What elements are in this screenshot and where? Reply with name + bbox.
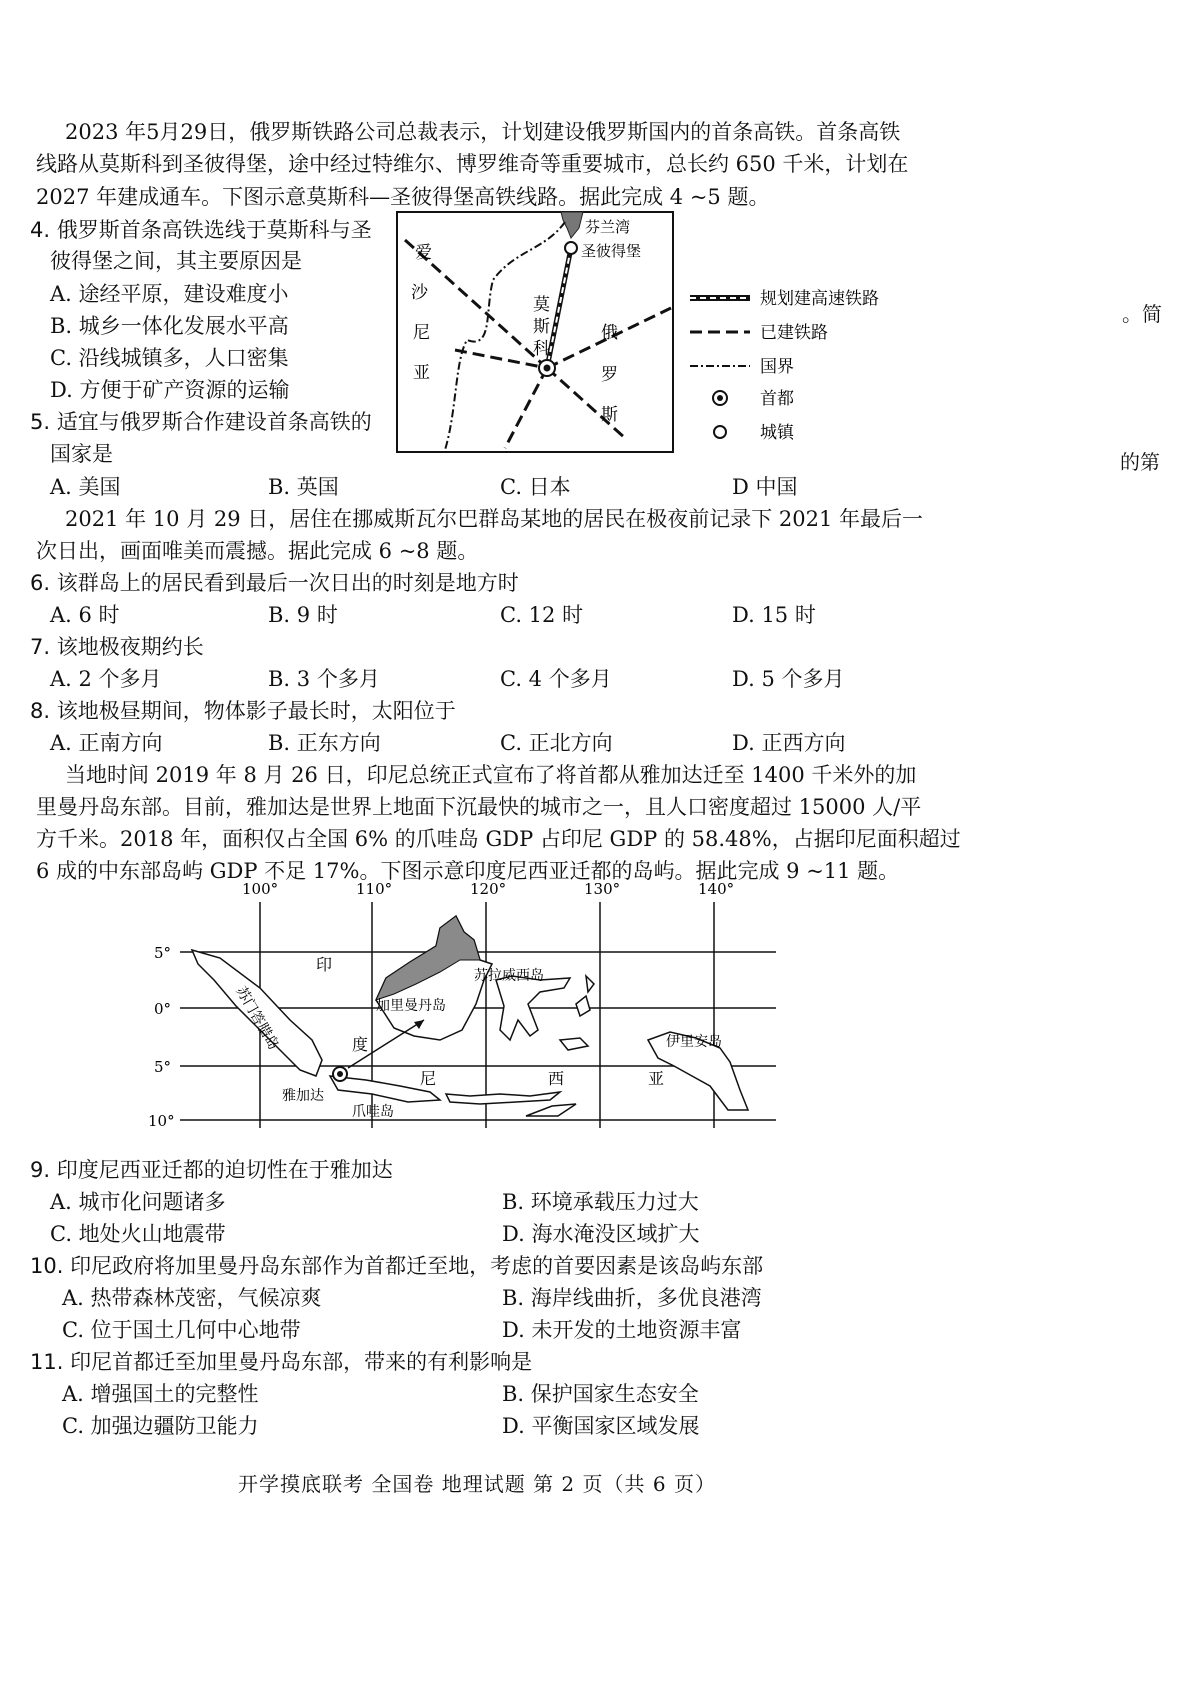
label-sumatra: 苏门答腊岛 — [232, 984, 282, 1053]
legend-existing-rail: 已建铁路 — [760, 323, 828, 343]
q8-option-b: B. 正东方向 — [268, 731, 381, 755]
q8-option-a: A. 正南方向 — [50, 731, 163, 755]
passage3-line-3: 方千米。2018 年，面积仅占全国 6% 的爪哇岛 GDP 占印尼 GDP 的 58.48%，占据印尼面积超过 — [36, 827, 961, 851]
q8-stem: 8. 该地极昼期间，物体影子最长时，太阳位于 — [30, 699, 456, 723]
label-russia-1: 俄 — [601, 323, 618, 343]
q11-stem: 11. 印尼首都迁至加里曼丹岛东部，带来的有利影响是 — [30, 1350, 533, 1374]
label-kalimantan: 加里曼丹岛 — [376, 998, 446, 1014]
q4-stem-2: 彼得堡之间，其主要原因是 — [50, 249, 302, 273]
q6-option-a: A. 6 时 — [50, 603, 120, 627]
q5-option-a: A. 美国 — [50, 475, 121, 499]
indonesia-map — [140, 880, 800, 1130]
label-moscow-1: 莫 — [533, 295, 550, 315]
passage1-line-2: 线路从莫斯科到圣彼得堡，途中经过特维尔、博罗维奇等重要城市，总长约 650 千米，计划在 — [36, 152, 909, 176]
q10-option-b: B. 海岸线曲折，多优良港湾 — [502, 1286, 762, 1310]
railway-map — [395, 210, 695, 455]
q11-option-c: C. 加强边疆防卫能力 — [62, 1414, 259, 1438]
legend-capital: 首都 — [760, 389, 794, 409]
passage3-line-4: 6 成的中东部岛屿 GDP 不足 17%。下图示意印度尼西亚迁都的岛屿。据此完成 9 ~11 题。 — [36, 859, 900, 883]
label-russia-2: 罗 — [601, 365, 618, 385]
legend-planned-rail: 规划建高速铁路 — [760, 289, 879, 309]
gulf-shape — [561, 212, 583, 238]
q9-option-c: C. 地处火山地震带 — [50, 1222, 226, 1246]
label-country-3: 尼 — [420, 1069, 437, 1088]
timor-shape — [526, 1104, 576, 1116]
lat-0: 0° — [154, 1000, 172, 1018]
q5-stem-2: 国家是 — [50, 442, 113, 466]
q10-option-c: C. 位于国土几何中心地带 — [62, 1318, 301, 1342]
label-russia-3: 斯 — [601, 405, 618, 425]
q7-option-c: C. 4 个多月 — [500, 667, 612, 691]
lon-110: 110° — [356, 880, 393, 898]
label-gulf: 芬兰湾 — [585, 218, 631, 236]
q7-option-d: D. 5 个多月 — [732, 667, 845, 691]
q4-option-a: A. 途经平原，建设难度小 — [50, 282, 289, 306]
q4-option-b: B. 城乡一体化发展水平高 — [50, 314, 289, 338]
label-stpetersburg: 圣彼得堡 — [581, 242, 642, 260]
lat-5n: 5° — [154, 944, 172, 962]
q7-option-a: A. 2 个多月 — [50, 667, 162, 691]
label-country-1: 印 — [316, 955, 333, 974]
q4-option-d: D. 方便于矿产资源的运输 — [50, 378, 290, 402]
lesser-sunda-shape — [446, 1092, 560, 1104]
lon-120: 120° — [470, 880, 507, 898]
lon-140: 140° — [698, 880, 735, 898]
q11-option-b: B. 保护国家生态安全 — [502, 1382, 699, 1406]
passage2-line-1: 2021 年 10 月 29 日，居住在挪威斯瓦尔巴群岛某地的居民在极夜前记录下 2021 年最后一 — [65, 507, 924, 531]
q5-option-b: B. 英国 — [268, 475, 339, 499]
label-moscow-3: 科 — [533, 339, 550, 359]
passage1-line-3: 2027 年建成通车。下图示意莫斯科—圣彼得堡高铁线路。据此完成 4 ~5 题。 — [36, 185, 770, 209]
label-irian: 伊里安岛 — [666, 1034, 722, 1050]
q4-option-c: C. 沿线城镇多，人口密集 — [50, 346, 289, 370]
label-java: 爪哇岛 — [352, 1104, 394, 1120]
q9-stem: 9. 印度尼西亚迁都的迫切性在于雅加达 — [30, 1158, 393, 1182]
label-jakarta: 雅加达 — [282, 1088, 324, 1104]
edge-fragment-2: 的第 — [1120, 450, 1160, 474]
label-country-5: 亚 — [648, 1069, 665, 1088]
q9-option-b: B. 环境承载压力过大 — [502, 1190, 699, 1214]
stpetersburg-town-icon — [565, 242, 577, 254]
q4-stem-1: 4. 俄罗斯首条高铁选线于莫斯科与圣 — [30, 218, 372, 242]
rail-south — [505, 368, 547, 448]
q5-option-c: C. 日本 — [500, 475, 571, 499]
label-estonia-1: 爱 — [415, 243, 432, 263]
q10-option-a: A. 热带森林茂密，气候凉爽 — [62, 1286, 322, 1310]
edge-fragment-1: 。简 — [1122, 302, 1162, 326]
lat-10s: 10° — [148, 1112, 175, 1130]
lon-130: 130° — [584, 880, 621, 898]
label-sulawesi: 苏拉威西岛 — [474, 968, 544, 984]
q7-stem: 7. 该地极夜期约长 — [30, 635, 204, 659]
q9-option-d: D. 海水淹没区域扩大 — [502, 1222, 700, 1246]
q6-stem: 6. 该群岛上的居民看到最后一次日出的时刻是地方时 — [30, 571, 519, 595]
q6-option-b: B. 9 时 — [268, 603, 338, 627]
q10-option-d: D. 未开发的土地资源丰富 — [502, 1318, 742, 1342]
q6-option-d: D. 15 时 — [732, 603, 816, 627]
legend-town: 城镇 — [760, 423, 794, 443]
passage2-line-2: 次日出，画面唯美而震撼。据此完成 6 ~8 题。 — [36, 539, 479, 563]
q5-option-d: D 中国 — [732, 475, 798, 499]
label-estonia-2: 沙 — [411, 283, 428, 303]
town-icon — [714, 426, 726, 438]
q8-option-c: C. 正北方向 — [500, 731, 613, 755]
label-moscow-2: 斯 — [533, 317, 550, 337]
q9-option-a: A. 城市化问题诸多 — [50, 1190, 226, 1214]
map-legend — [688, 286, 918, 451]
q7-option-b: B. 3 个多月 — [268, 667, 380, 691]
passage1-line-1: 2023 年5月29日，俄罗斯铁路公司总裁表示，计划建设俄罗斯国内的首条高铁。首条高铁 — [65, 120, 901, 144]
q8-option-d: D. 正西方向 — [732, 731, 846, 755]
label-country-2: 度 — [352, 1035, 369, 1054]
lon-100: 100° — [242, 880, 279, 898]
passage3-line-1: 当地时间 2019 年 8 月 26 日，印尼总统正式宣布了将首都从雅加达迁至 1400 千米外的加 — [65, 763, 917, 787]
label-country-4: 西 — [548, 1069, 565, 1088]
label-estonia-3: 尼 — [413, 323, 430, 343]
label-estonia-4: 亚 — [413, 363, 430, 383]
q5-stem-1: 5. 适宜与俄罗斯合作建设首条高铁的 — [30, 410, 372, 434]
passage3-line-2: 里曼丹岛东部。目前，雅加达是世界上地面下沉最快的城市之一，且人口密度超过 15000 人/平 — [36, 795, 922, 819]
legend-border: 国界 — [760, 357, 794, 377]
q11-option-a: A. 增强国土的完整性 — [62, 1382, 259, 1406]
q11-option-d: D. 平衡国家区域发展 — [502, 1414, 700, 1438]
q6-option-c: C. 12 时 — [500, 603, 584, 627]
lat-5s: 5° — [154, 1058, 172, 1076]
page-footer: 开学摸底联考 全国卷 地理试题 第 2 页（共 6 页） — [238, 1472, 716, 1496]
q10-stem: 10. 印尼政府将加里曼丹岛东部作为首都迁至地，考虑的首要因素是该岛屿东部 — [30, 1254, 764, 1278]
